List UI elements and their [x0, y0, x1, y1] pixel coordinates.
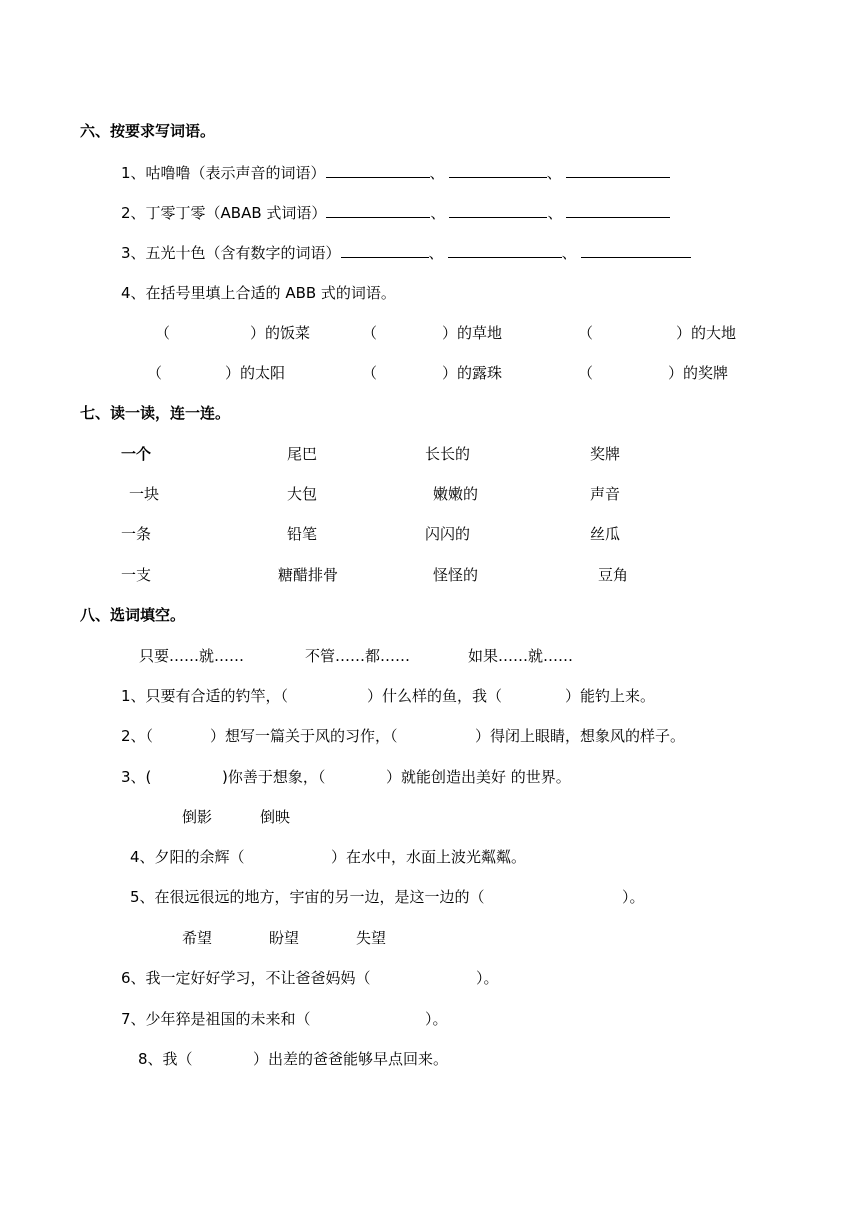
s8-q3-part: )你善于想象，（: [222, 768, 326, 786]
s8-q4-part: ）在水中，水面上波光粼粼。: [331, 848, 527, 866]
word-option: 不管……都……: [305, 647, 411, 665]
match-word[interactable]: 铅笔: [287, 525, 318, 543]
match-word[interactable]: 怪怪的: [433, 566, 479, 584]
s8-q2-part: ）想写一篇关于风的习作，（: [210, 727, 398, 745]
match-word[interactable]: 闪闪的: [425, 525, 471, 543]
s8-q4-part: 4、夕阳的余辉（: [130, 848, 245, 866]
s8-q2-part: 2、（: [121, 727, 154, 745]
s8-q1-part: ）什么样的鱼，我（: [367, 687, 503, 705]
s8-q7-part: ）。: [425, 1010, 448, 1028]
open-paren: （: [578, 324, 594, 342]
separator: 、: [561, 244, 577, 262]
s8-q3-part: 3、(: [121, 768, 152, 786]
section-7-heading: 七、读一读，连一连。: [80, 404, 231, 422]
match-word[interactable]: 声音: [590, 485, 621, 503]
s6-question-2: [121, 202, 670, 223]
word-option: 盼望: [269, 929, 300, 947]
abb-phrase: ）的草地: [442, 324, 503, 342]
match-word[interactable]: 嫩嫩的: [433, 485, 479, 503]
s8-q1-part: 1、只要有合适的钓竿，（: [121, 687, 289, 705]
separator: 、: [428, 244, 444, 262]
abb-phrase: ）的饭菜: [250, 324, 311, 342]
answer-blank[interactable]: [581, 242, 691, 258]
match-word[interactable]: 长长的: [425, 445, 471, 463]
section-8-heading: 八、选词填空。: [80, 606, 186, 624]
match-word[interactable]: 尾巴: [287, 445, 318, 463]
s8-q5-part: 5、在很远很远的地方，宇宙的另一边，是这一边的（: [130, 888, 485, 906]
match-word[interactable]: 一块: [129, 485, 160, 503]
s8-q8-part: 8、我（: [138, 1050, 193, 1068]
open-paren: （: [155, 324, 171, 342]
abb-phrase: ）的大地: [676, 324, 737, 342]
abb-phrase: ）的太阳: [225, 364, 286, 382]
abb-phrase: ）的露珠: [442, 364, 503, 382]
s8-q6-part: ）。: [476, 969, 499, 987]
open-paren: （: [362, 324, 378, 342]
s6-question-4: 4、在括号里填上合适的 ABB 式的词语。: [121, 284, 396, 302]
word-option: 只要……就……: [139, 647, 245, 665]
answer-blank[interactable]: [449, 202, 547, 218]
match-word[interactable]: 一条: [121, 525, 152, 543]
s6-q2-text: 2、丁零丁零（ABAB 式词语）: [121, 204, 327, 222]
match-word[interactable]: 丝瓜: [590, 525, 621, 543]
answer-blank[interactable]: [566, 202, 670, 218]
s8-q7-part: 7、少年猝是祖国的未来和（: [121, 1010, 311, 1028]
word-option: 失望: [356, 929, 387, 947]
s6-q3-text: 3、五光十色（含有数字的词语）: [121, 244, 341, 262]
s8-q8-part: ）出差的爸爸能够早点回来。: [253, 1050, 449, 1068]
s8-q2-part: ）得闭上眼睛，想象风的样子。: [475, 727, 686, 745]
abb-phrase: ）的奖牌: [668, 364, 729, 382]
s8-q6-part: 6、我一定好好学习，不让爸爸妈妈（: [121, 969, 371, 987]
match-word[interactable]: 豆角: [598, 566, 629, 584]
s6-question-3: [121, 242, 691, 263]
open-paren: （: [362, 364, 378, 382]
s8-q3-part: ）就能创造出美好 的世界。: [386, 768, 571, 786]
separator: 、: [430, 204, 446, 222]
word-option: 倒影: [182, 808, 213, 826]
match-word[interactable]: 大包: [287, 485, 318, 503]
open-paren: （: [578, 364, 594, 382]
match-word[interactable]: 奖牌: [590, 445, 621, 463]
answer-blank[interactable]: [326, 162, 430, 178]
answer-blank[interactable]: [448, 242, 562, 258]
s6-q1-text: 1、咕噜噜（表示声音的词语）: [121, 164, 326, 182]
s8-q1-part: ）能钓上来。: [565, 687, 656, 705]
answer-blank[interactable]: [566, 162, 670, 178]
word-option: 如果……就……: [468, 647, 574, 665]
answer-blank[interactable]: [341, 242, 429, 258]
separator: 、: [429, 164, 445, 182]
word-option: 希望: [182, 929, 213, 947]
match-word[interactable]: 一个: [121, 445, 152, 463]
s8-q5-part: ）。: [622, 888, 645, 906]
separator: 、: [547, 204, 563, 222]
word-option: 倒映: [260, 808, 291, 826]
section-6-heading: 六、按要求写词语。: [80, 122, 216, 140]
answer-blank[interactable]: [449, 162, 547, 178]
open-paren: （: [147, 364, 163, 382]
separator: 、: [546, 164, 562, 182]
match-word[interactable]: 糖醋排骨: [278, 566, 339, 584]
s6-question-1: [121, 162, 670, 183]
match-word[interactable]: 一支: [121, 566, 152, 584]
answer-blank[interactable]: [326, 202, 430, 218]
